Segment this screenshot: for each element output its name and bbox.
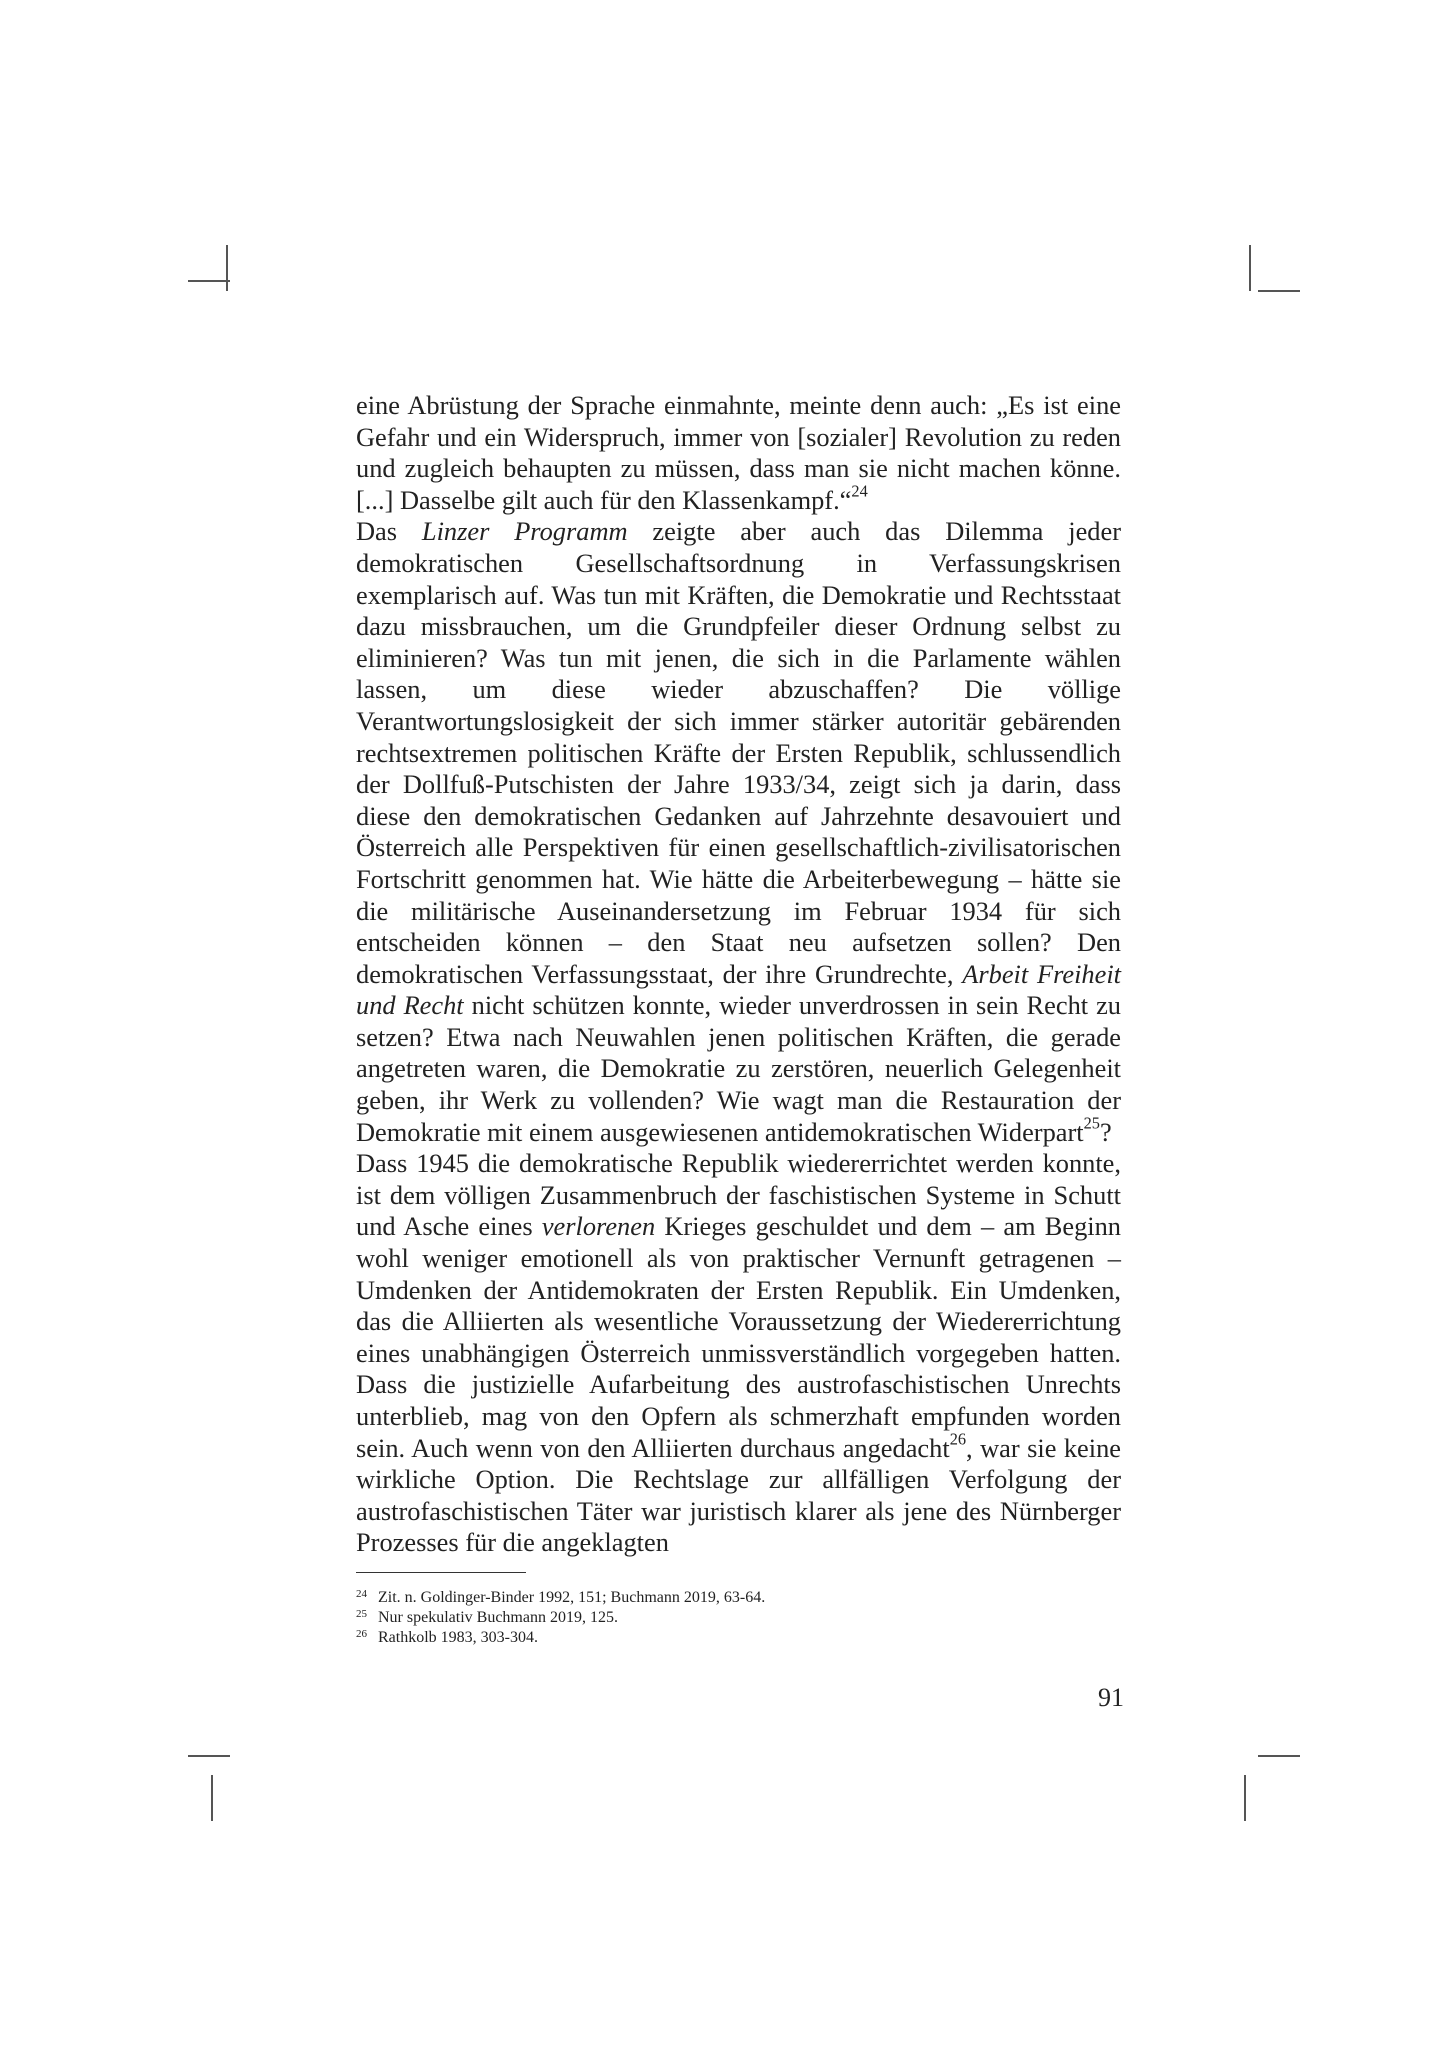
footnote-26 bbox=[356, 1628, 1121, 1648]
footnote-separator bbox=[356, 1572, 526, 1573]
paragraph-2-text-c: nicht schützen konnte, wieder unverdrossen in sein Recht zu setzen? Etwa nach Neuwahlen jenen politischen Kräften, die gerade angetreten waren, die Demokratie zu zerstören, neuerlich Gelegenheit geben, ihr Werk zu vollenden? Wie wagt man die Restauration der Demokratie mit einem ausgewiesenen antidemokratischen Widerpart bbox=[356, 990, 1121, 1147]
crop-mark-top-right-h bbox=[1258, 290, 1300, 292]
crop-mark-bottom-right-v bbox=[1244, 1775, 1246, 1821]
footnote-text: Nur spekulativ Buchmann 2019, 125. bbox=[378, 1609, 618, 1626]
footnote-24 bbox=[356, 1588, 1121, 1608]
crop-mark-top-left-v bbox=[226, 245, 228, 291]
footnote-ref-26[interactable]: 26 bbox=[949, 1429, 967, 1449]
emphasis-arbeit-freiheit-recht: Arbeit Freiheit und Recht bbox=[356, 958, 1122, 1021]
paragraph-1 bbox=[356, 390, 1121, 516]
emphasis-linzer-programm: Linzer Programm bbox=[421, 516, 628, 547]
footnote-25 bbox=[356, 1608, 1121, 1628]
paragraph-2-text-a: Das bbox=[356, 516, 422, 547]
footnote-number: 26 bbox=[356, 1628, 367, 1640]
paragraph-2 bbox=[356, 516, 1121, 1148]
crop-mark-top-left-h bbox=[188, 280, 230, 282]
crop-mark-bottom-right-h bbox=[1258, 1755, 1300, 1757]
footnote-text: Rathkolb 1983, 303-304. bbox=[378, 1629, 538, 1646]
crop-mark-bottom-left-h bbox=[188, 1755, 230, 1757]
paragraph-2-text-b: zeigte aber auch das Dilemma jeder demokratischen Gesellschaftsordnung in Verfassungskrisen exemplarisch auf. Was tun mit Kräften, die Demokratie und Rechtsstaat dazu missbrauchen, um die Grundpfeiler dieser Ordnung selbst zu eliminieren? Was tun mit jenen, die sich in die Parlamente wählen lassen, um diese wieder abzuschaffen? Die völlige Verantwortungslosigkeit der sich immer stärker autoritär gebärenden rechtsextremen politischen Kräfte der Ersten Republik, schlussendlich der Dollfuß-Putschisten der Jahre 1933/34, zeigt sich ja darin, dass diese den demokratischen Gedanken auf Jahrzehnte desavouiert und Österreich alle Perspektiven für einen gesellschaftlich-zivilisatorischen Fortschritt genommen hat. Wie hätte die Arbeiterbewegung – hätte sie die militärische Auseinandersetzung im Februar 1934 für sich entscheiden können – den Staat neu aufsetzen sollen? Den demokratischen Verfassungsstaat, der ihre Grundrechte, bbox=[356, 516, 1121, 989]
emphasis-verlorenen: verlorenen bbox=[541, 1211, 656, 1242]
paragraph-1-text: eine Abrüstung der Sprache einmahnte, meinte denn auch: „Es ist eine Gefahr und ein Widerspruch, immer von [sozialer] Revolution zu reden und zugleich behaupten zu müssen, dass man sie nicht machen könne. [...] Dasselbe gilt auch für den Klassenkampf.“ bbox=[356, 390, 1121, 515]
footnote-ref-24[interactable]: 24 bbox=[851, 481, 868, 501]
paragraph-3-text-c: , war sie keine wirkliche Option. Die Rechtslage zur allfälligen Verfolgung der austrofaschistischen Täter war juristisch klarer als jene des Nürnberger Prozesses für die angeklagten bbox=[356, 1432, 1121, 1558]
footnote-number: 25 bbox=[356, 1608, 367, 1620]
paragraph-2-text-d: ? bbox=[1099, 1116, 1112, 1147]
crop-mark-bottom-left-v bbox=[211, 1775, 213, 1821]
footnote-text: Zit. n. Goldinger-Binder 1992, 151; Buchmann 2019, 63-64. bbox=[378, 1589, 766, 1606]
crop-mark-top-right-v bbox=[1249, 245, 1251, 291]
page-number: 91 bbox=[1098, 1683, 1124, 1712]
body-text bbox=[356, 390, 1121, 1559]
paragraph-3-text-b: Krieges geschuldet und dem – am Beginn wohl weniger emotionell als von praktischer Vernunft getragenen – Umdenken der Antidemokraten der Ersten Republik. Ein Umdenken, das die Alliierten als wesentliche Voraussetzung der Wiedererrichtung eines unabhängigen Österreich unmissverständlich vorgegeben hatten. Dass die justizielle Aufarbeitung des austrofaschistischen Unrechts unterblieb, mag von den Opfern als schmerzhaft empfunden worden sein. Auch wenn von den Alliierten durchaus angedacht bbox=[356, 1211, 1121, 1463]
footnote-ref-25[interactable]: 25 bbox=[1083, 1113, 1100, 1133]
paragraph-3 bbox=[356, 1148, 1121, 1559]
paragraph-3-text-a: Dass 1945 die demokratische Republik wiedererrichtet werden konnte, ist dem völligen Zusammenbruch der faschistischen Systeme in Schutt und Asche eines bbox=[356, 1148, 1121, 1242]
footnote-number: 24 bbox=[356, 1588, 367, 1600]
footnotes bbox=[356, 1588, 1121, 1648]
